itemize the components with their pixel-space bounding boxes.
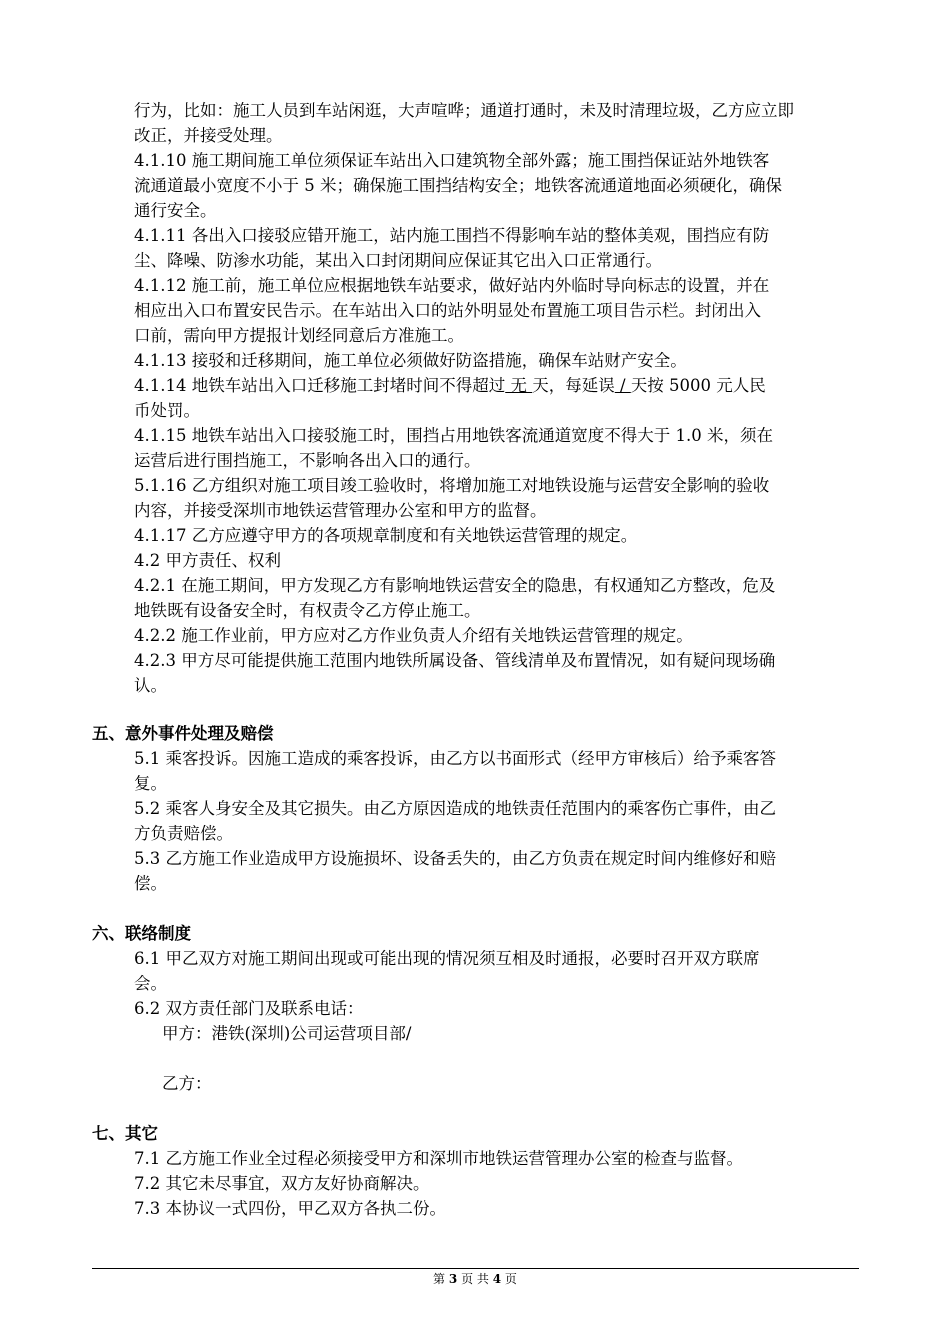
clause-text: 天，每延误 <box>532 376 615 395</box>
paragraph-line: 口前，需向甲方提报计划经同意后方准施工。 <box>134 326 464 345</box>
paragraph-line: 4.1.17 乙方应遵守甲方的各项规章制度和有关地铁运营管理的规定。 <box>134 526 638 545</box>
paragraph-line: 币处罚。 <box>134 401 200 420</box>
paragraph-line: 方负责赔偿。 <box>134 824 233 843</box>
paragraph-line: 地铁既有设备安全时，有权责令乙方停止施工。 <box>134 601 481 620</box>
clause-text: 4.1.14 地铁车站出入口迁移施工封堵时间不得超过 <box>134 376 506 395</box>
paragraph-line: 6.2 双方责任部门及联系电话： <box>134 999 364 1018</box>
paragraph-line: 4.1.10 施工期间施工单位须保证车站出入口建筑物全部外露；施工围挡保证站外地铁客 <box>134 151 770 170</box>
paragraph-line: 复。 <box>134 774 167 793</box>
party-a-line: 甲方：港铁(深圳)公司运营项目部/ <box>162 1024 412 1043</box>
paragraph-line: 5.3 乙方施工作业造成甲方设施损坏、设备丢失的，由乙方负责在规定时间内维修好和赔 <box>134 849 776 868</box>
page-total: 4 <box>492 1272 502 1286</box>
paragraph-line: 4.1.15 地铁车站出入口接驳施工时，围挡占用地铁客流通道宽度不得大于 1.0 米，须在 <box>134 426 773 445</box>
paragraph-line: 改正，并接受处理。 <box>134 126 283 145</box>
section-heading: 五、意外事件处理及赔偿 <box>92 724 274 743</box>
paragraph-line: 会。 <box>134 974 167 993</box>
paragraph-line: 流通道最小宽度不小于 5 米；确保施工围挡结构安全；地铁客流通道地面必须硬化，确保 <box>134 176 782 195</box>
footer-middle: 页 共 <box>461 1272 489 1286</box>
paragraph-line: 运营后进行围挡施工，不影响各出入口的通行。 <box>134 451 481 470</box>
paragraph-line: 5.1 乘客投诉。因施工造成的乘客投诉，由乙方以书面形式（经甲方审核后）给予乘客答 <box>134 749 776 768</box>
footer-suffix: 页 <box>504 1272 517 1286</box>
paragraph-line: 4.2.1 在施工期间，甲方发现乙方有影响地铁运营安全的隐患，有权通知乙方整改，危及 <box>134 576 776 595</box>
paragraph-line: 7.3 本协议一式四份，甲乙双方各执二份。 <box>134 1199 446 1218</box>
paragraph-line: 4.1.11 各出入口接驳应错开施工，站内施工围挡不得影响车站的整体美观，围挡应有防 <box>134 226 770 245</box>
paragraph-line: 通行安全。 <box>134 201 217 220</box>
footer-prefix: 第 <box>433 1272 446 1286</box>
paragraph-line: 4.1.12 施工前，施工单位应根据地铁车站要求，做好站内外临时导向标志的设置，并在 <box>134 276 770 295</box>
page-footer <box>0 1270 950 1288</box>
paragraph-line: 6.1 甲乙双方对施工期间出现或可能出现的情况须互相及时通报，必要时召开双方联席 <box>134 949 760 968</box>
paragraph-line: 内容，并接受深圳市地铁运营管理办公室和甲方的监督。 <box>134 501 547 520</box>
page-number: 3 <box>448 1272 458 1286</box>
clause-text: 天按 5000 元人民 <box>630 376 766 395</box>
paragraph-line: 尘、降噪、防渗水功能，某出入口封闭期间应保证其它出入口正常通行。 <box>134 251 662 270</box>
paragraph-line: 认。 <box>134 676 167 695</box>
paragraph-line: 5.2 乘客人身安全及其它损失。由乙方原因造成的地铁责任范围内的乘客伤亡事件，由乙 <box>134 799 776 818</box>
footer-divider <box>92 1268 859 1269</box>
paragraph-line: 7.2 其它未尽事宜，双方友好协商解决。 <box>134 1174 430 1193</box>
blank-days: 无 <box>505 376 533 395</box>
section-heading: 六、联络制度 <box>92 924 191 943</box>
paragraph-line: 7.1 乙方施工作业全过程必须接受甲方和深圳市地铁运营管理办公室的检查与监督。 <box>134 1149 743 1168</box>
blank-delay: / <box>614 376 631 395</box>
party-b-line: 乙方： <box>162 1074 212 1093</box>
paragraph-line: 4.2.2 施工作业前，甲方应对乙方作业负责人介绍有关地铁运营管理的规定。 <box>134 626 693 645</box>
paragraph-line: 5.1.16 乙方组织对施工项目竣工验收时，将增加施工对地铁设施与运营安全影响的验收 <box>134 476 770 495</box>
paragraph-line: 4.2.3 甲方尽可能提供施工范围内地铁所属设备、管线清单及布置情况，如有疑问现场确 <box>134 651 776 670</box>
clause-4-1-14-line <box>134 374 766 398</box>
section-heading: 七、其它 <box>92 1124 158 1143</box>
paragraph-line: 行为，比如：施工人员到车站闲逛，大声喧哗；通道打通时，未及时清理垃圾，乙方应立即 <box>134 101 794 120</box>
paragraph-line: 4.1.13 接驳和迁移期间，施工单位必须做好防盗措施，确保车站财产安全。 <box>134 351 687 370</box>
paragraph-line: 偿。 <box>134 874 167 893</box>
paragraph-line: 4.2 甲方责任、权利 <box>134 551 281 570</box>
paragraph-line: 相应出入口布置安民告示。在车站出入口的站外明显处布置施工项目告示栏。封闭出入 <box>134 301 761 320</box>
